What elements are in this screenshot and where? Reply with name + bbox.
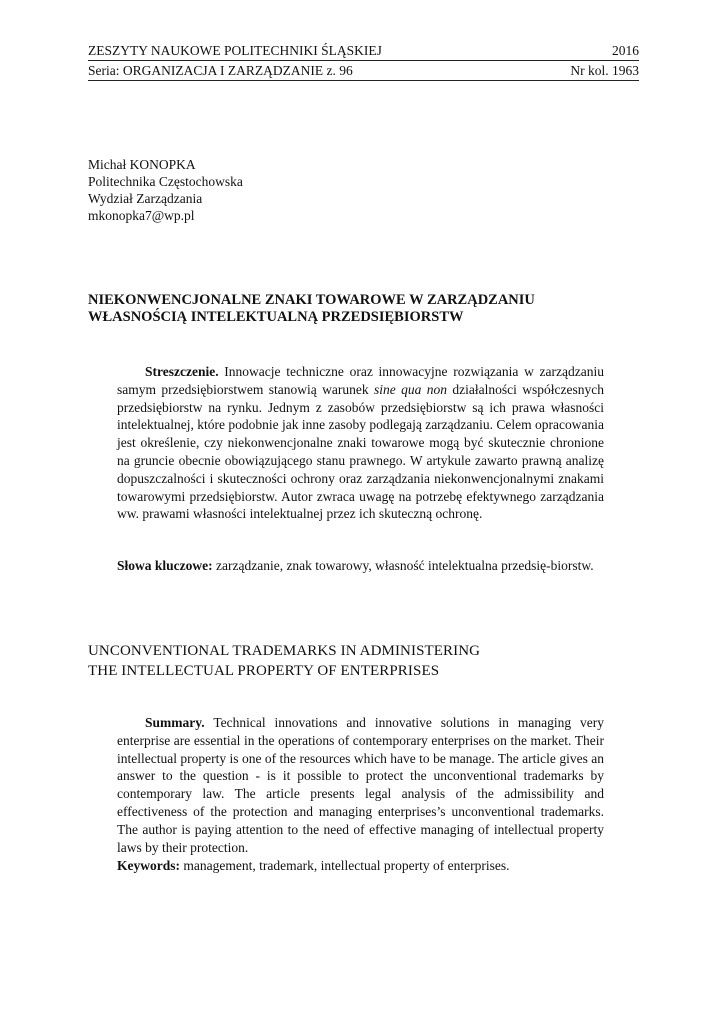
keywords-english	[117, 857, 604, 875]
author-email: mkonopka7@wp.pl	[88, 208, 195, 223]
abstract-pl-text-2: działalności współczesnych przedsiębiorstw na rynku. Jednym z zasobów przedsiębiorstw są ich prawa własności intelektualnej, które podobnie jak inne zasoby podlegają zarządzaniu. Celem opracowania jest określenie, czy niekonwencjonalne znaki towarowe mogą być skutecznie chronione na gruncie obecnie obowiązującego stanu prawnego. W artykule zawarto prawną analizę dopuszczalności i skuteczności ochrony oraz zarządzania niekonwencjonalnymi znakami towarowymi przedsiębiorstw. Autor zwraca uwagę na potrzebę efektywnego zarządzania ww. prawami własności intelektualnej przez ich skuteczną ochronę.	[117, 381, 605, 522]
abstract-polish	[117, 363, 604, 523]
title-en-line-2: THE INTELLECTUAL PROPERTY OF ENTERPRISES	[88, 663, 440, 679]
keywords-en-label: Keywords:	[117, 858, 180, 873]
author-name: Michał KONOPKA	[88, 157, 196, 172]
abstract-english	[117, 714, 604, 856]
header-rule-bottom	[88, 80, 639, 81]
paper-title-polish	[88, 292, 639, 326]
journal-name: ZESZYTY NAUKOWE POLITECHNIKI ŚLĄSKIEJ	[88, 43, 382, 58]
header-rule-top	[88, 60, 639, 61]
author-block	[88, 156, 243, 224]
title-en-line-1: UNCONVENTIONAL TRADEMARKS IN ADMINISTERING	[88, 643, 481, 659]
running-header-series-line	[88, 63, 639, 79]
series-name: Seria: ORGANIZACJA I ZARZĄDZANIE z. 96	[88, 63, 353, 78]
paper-title-english	[88, 641, 639, 681]
abstract-pl-text-1: Innowacje techniczne oraz innowacyjne rozwiązania w zarządzaniu samym przedsiębiorstwem stanowią warunek	[117, 364, 604, 397]
keywords-pl-text: zarządzanie, znak towarowy, własność intelektualna przedsię-biorstw.	[212, 558, 594, 573]
publication-year: 2016	[612, 43, 639, 58]
abstract-en-text: Technical innovations and innovative solutions in managing very enterprise are essential in the operations of contemporary enterprises on the market. Their intellectual property is one of the resources which have to be manage. The article gives an answer to the question - is it possible to protect the unconventional trademarks by contemporary law. The article presents legal analysis of the admissibility and effectiveness of the protection and managing enterprises’s unconventional trademarks. The author is paying attention to the need of effective managing of intellectual property laws by their protection.	[117, 715, 604, 855]
keywords-en-text: management, trademark, intellectual property of enterprises.	[180, 858, 510, 873]
abstract-pl-italic: sine qua non	[374, 381, 448, 397]
abstract-pl-label: Streszczenie.	[145, 364, 219, 379]
title-pl-line-1: NIEKONWENCJONALNE ZNAKI TOWAROWE W ZARZĄDZANIU	[88, 292, 535, 308]
abstract-en-label: Summary.	[145, 715, 205, 730]
author-faculty: Wydział Zarządzania	[88, 191, 203, 206]
author-university: Politechnika Częstochowska	[88, 174, 243, 189]
title-pl-line-2: WŁASNOŚCIĄ INTELEKTUALNĄ PRZEDSIĘBIORSTW	[88, 309, 464, 325]
issue-number: Nr kol. 1963	[570, 63, 639, 78]
running-header-journal-line	[88, 43, 639, 59]
keywords-pl-label: Słowa kluczowe:	[117, 558, 213, 573]
keywords-polish	[117, 557, 604, 575]
